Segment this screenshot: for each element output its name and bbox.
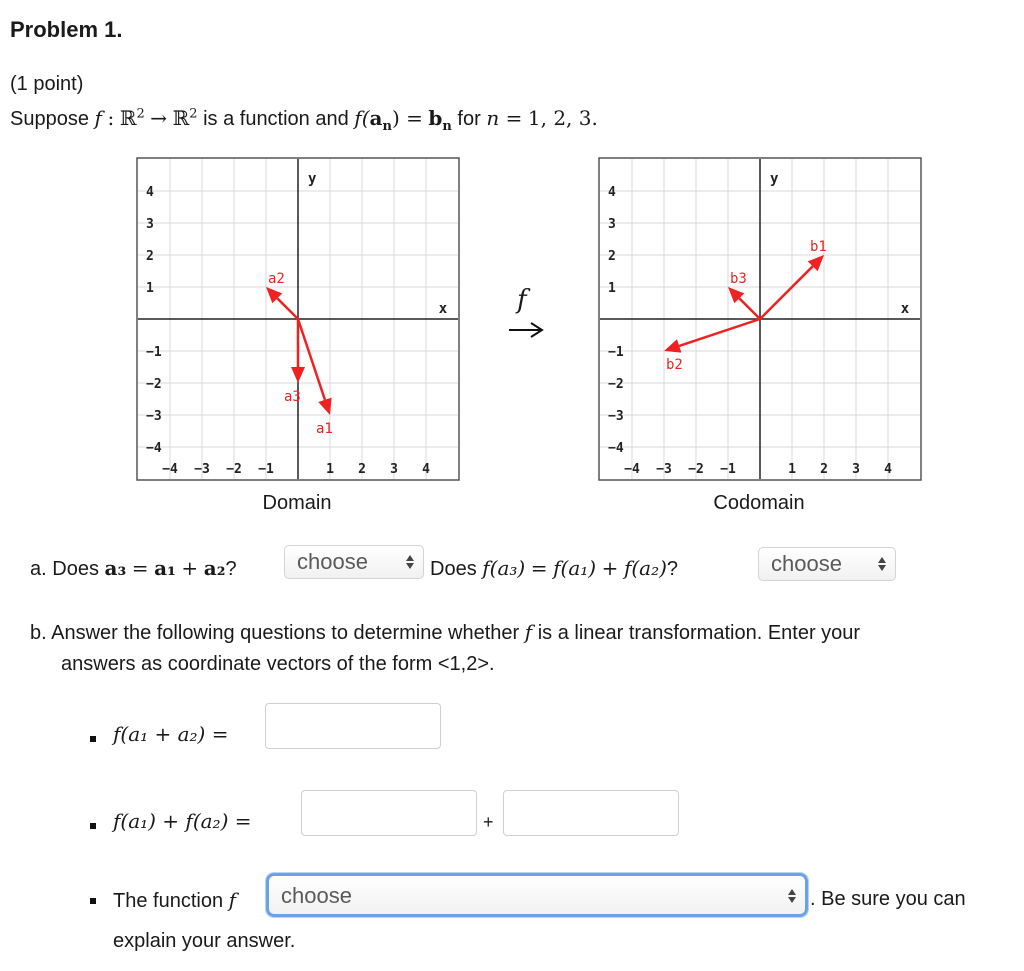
domain-vector-label-a3: a3 (284, 389, 301, 405)
math-arrow: → (150, 106, 168, 130)
codomain-x-tick-label: 4 (884, 462, 892, 477)
domain-y-tick-label: −3 (146, 409, 162, 424)
bullet-icon (90, 736, 96, 742)
codomain-x-tick-label: −1 (720, 462, 736, 477)
mapping-arrow (505, 285, 545, 355)
domain-x-tick-label: 3 (390, 462, 398, 477)
function-prefix: The function (113, 890, 224, 912)
math-fa1a2: f(a₁ + a₂) = (113, 722, 229, 746)
math-plus2: + (601, 556, 619, 580)
select-arrows-icon (877, 554, 887, 574)
math-R: ℝ (119, 106, 137, 130)
domain-y-tick-label: −1 (146, 345, 162, 360)
math-values: 1, 2, 3. (527, 106, 598, 130)
linearity-select-value: choose (281, 883, 352, 908)
math-close-eq: ) = (391, 106, 423, 130)
codomain-x-tick-label: −2 (688, 462, 704, 477)
statement-mid: is a function and (203, 108, 349, 130)
suffix-line2: explain your answer. (113, 930, 296, 952)
math-colon: : (107, 106, 115, 130)
f-of-sum-input[interactable] (265, 703, 441, 749)
codomain-y-tick-label: 2 (608, 249, 616, 264)
part-a-qmark1: ? (225, 558, 237, 580)
sum-of-f-input-1[interactable] (301, 790, 477, 836)
math-R2: ℝ (172, 106, 190, 130)
mapping-f-label: f (517, 285, 527, 315)
math-eq2: = (530, 556, 548, 580)
domain-y-tick-label: −2 (146, 377, 162, 392)
bullet-icon (90, 898, 96, 904)
domain-x-axis-label: x (438, 301, 448, 317)
sum-of-f-label (113, 809, 252, 834)
part-a-question1 (30, 556, 237, 581)
math-sub-n: n (382, 119, 392, 134)
math-a1: a₁ (154, 556, 176, 580)
part-b-text-before: Answer the following questions to determine whether (51, 622, 520, 644)
math-exp: 2 (136, 106, 145, 122)
math-fa1: f(a₁) (553, 556, 597, 580)
part-a-select-2[interactable] (758, 547, 896, 581)
part-a-does2: Does (430, 558, 477, 580)
f-of-sum-label (113, 722, 228, 747)
codomain-y-tick-label: −4 (608, 441, 624, 456)
part-a-select-1[interactable] (284, 545, 424, 579)
codomain-y-tick-label: −1 (608, 345, 624, 360)
codomain-x-axis-label: x (900, 301, 910, 317)
codomain-caption: Codomain (713, 492, 805, 514)
domain-y-tick-label: −4 (146, 441, 162, 456)
domain-x-tick-label: 4 (422, 462, 430, 477)
codomain-vector-label-b2: b2 (666, 357, 683, 373)
domain-y-tick-label: 3 (146, 217, 154, 232)
codomain-y-tick-label: 3 (608, 217, 616, 232)
domain-y-axis-label: y (308, 171, 317, 187)
part-b-line1 (30, 620, 860, 645)
problem-statement (10, 106, 598, 134)
codomain-vector-label-b1: b1 (810, 239, 827, 255)
math-b: b (428, 106, 443, 130)
math-sum: f(a₁) + f(a₂) = (113, 809, 252, 833)
math-f-call: f( (354, 106, 370, 130)
part-a-select-2-value: choose (771, 551, 842, 576)
domain-x-tick-label: −4 (162, 462, 178, 477)
domain-vector-label-a1: a1 (316, 421, 333, 437)
codomain-x-tick-label: −4 (624, 462, 640, 477)
statement-for: for (457, 108, 481, 130)
domain-caption: Domain (262, 492, 332, 514)
part-b-label: b. (30, 622, 47, 644)
domain-x-tick-label: −1 (258, 462, 274, 477)
math-f-c: f (228, 888, 237, 912)
codomain-y-axis-label: y (770, 171, 779, 187)
math-f-b: f (524, 620, 533, 644)
codomain-y-tick-label: 4 (608, 185, 616, 200)
math-a3: a₃ (104, 556, 127, 580)
math-eq: = (131, 556, 149, 580)
domain-x-tick-label: 1 (326, 462, 334, 477)
bullet-icon (90, 823, 96, 829)
math-fa2: f(a₂) (623, 556, 667, 580)
codomain-x-tick-label: 2 (820, 462, 828, 477)
math-a2: a₂ (203, 556, 226, 580)
part-a-question2 (430, 556, 678, 581)
codomain-y-tick-label: 1 (608, 281, 616, 296)
domain-y-tick-label: 4 (146, 185, 154, 200)
math-f: f (94, 106, 102, 130)
domain-y-tick-label: 2 (146, 249, 154, 264)
part-a-qmark2: ? (666, 558, 679, 580)
problem-points: (1 point) (10, 73, 84, 95)
suffix-line1: . Be sure you can (810, 888, 966, 910)
codomain-y-tick-label: −3 (608, 409, 624, 424)
part-b-text-after: is a linear transformation. Enter your (537, 622, 861, 644)
math-exp2: 2 (189, 106, 198, 122)
codomain-graph (598, 157, 922, 481)
codomain-y-tick-label: −2 (608, 377, 624, 392)
part-a-does1: Does (52, 558, 99, 580)
right-arrow-icon (507, 320, 545, 340)
domain-graph (136, 157, 460, 481)
domain-x-tick-label: −2 (226, 462, 242, 477)
part-b-line2: answers as coordinate vectors of the form <1,2>. (61, 653, 495, 675)
function-statement (113, 888, 236, 913)
domain-y-tick-label: 1 (146, 281, 154, 296)
math-plus: + (181, 556, 199, 580)
math-n-eq: n = (486, 106, 523, 130)
codomain-x-tick-label: −3 (656, 462, 672, 477)
codomain-x-tick-label: 1 (788, 462, 796, 477)
plus-sign: + (483, 812, 494, 832)
math-sub-n2: n (442, 119, 452, 134)
codomain-vector-label-b3: b3 (730, 271, 747, 287)
statement-prefix: Suppose (10, 108, 89, 130)
domain-vector-label-a2: a2 (268, 271, 285, 287)
domain-x-tick-label: 2 (358, 462, 366, 477)
domain-x-tick-label: −3 (194, 462, 210, 477)
math-a: a (369, 106, 383, 130)
part-a-select-1-value: choose (297, 549, 368, 574)
part-a-label: a. (30, 558, 47, 580)
sum-of-f-input-2[interactable] (503, 790, 679, 836)
select-arrows-icon (787, 886, 797, 906)
select-arrows-icon (405, 552, 415, 572)
codomain-x-tick-label: 3 (852, 462, 860, 477)
problem-title: Problem 1. (10, 17, 123, 42)
math-fa3: f(a₃) (482, 556, 526, 580)
linearity-select[interactable] (266, 873, 808, 917)
